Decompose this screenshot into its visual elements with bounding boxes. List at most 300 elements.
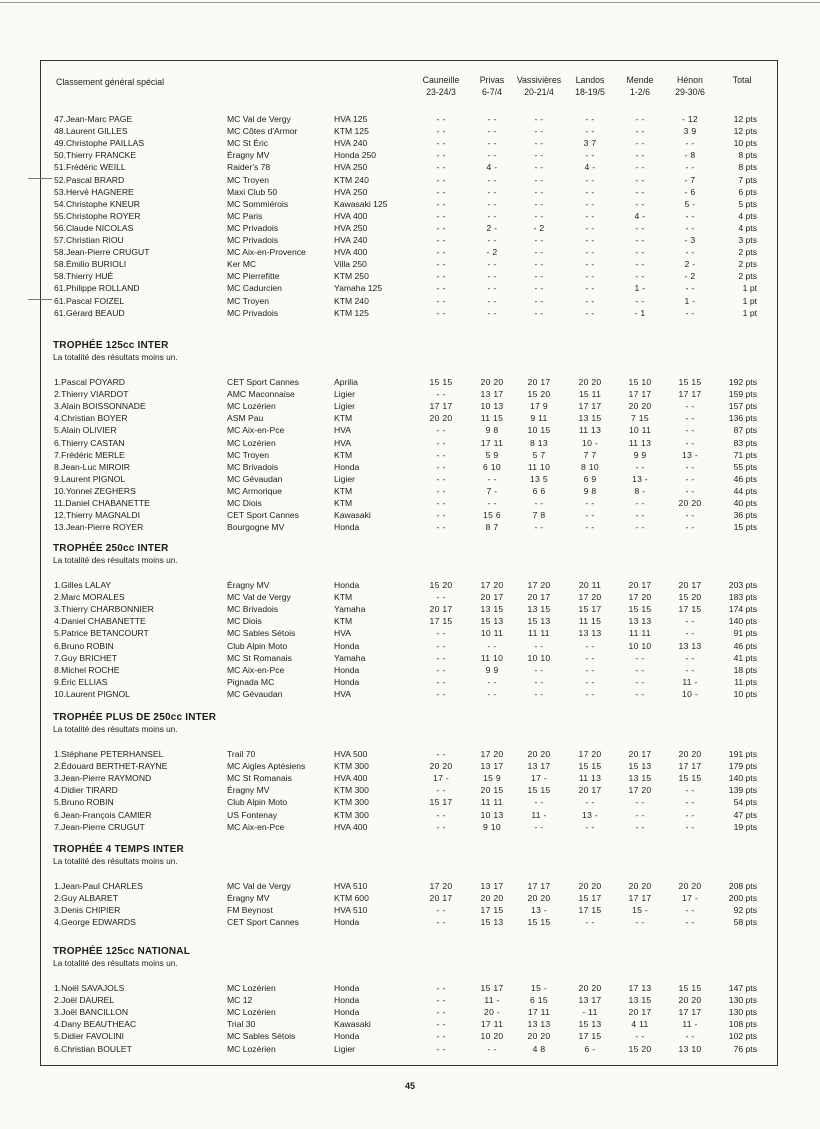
rider-machine: Kawasaki <box>334 510 371 521</box>
event-score: 20 17 <box>429 893 453 904</box>
event-score: - - <box>436 449 446 460</box>
event-score: 13 15 <box>480 604 504 615</box>
rider-machine: KTM <box>334 485 353 496</box>
event-score: - - <box>487 307 497 318</box>
event-score: 20 15 <box>480 785 504 796</box>
event-score: - - <box>585 150 595 161</box>
event-score: 9 8 <box>485 425 499 436</box>
rider-club: MC Paris <box>227 210 263 221</box>
rider-machine: HVA 250 <box>334 186 368 197</box>
event-score: 15 17 <box>578 604 602 615</box>
event-score: 13 17 <box>480 881 504 891</box>
column-event-name: Privas <box>479 75 505 85</box>
table-row <box>0 388 820 400</box>
event-score: - - <box>635 676 645 687</box>
event-score: 9 9 <box>633 449 647 460</box>
event-score: - - <box>635 138 645 149</box>
event-score: - - <box>436 271 446 282</box>
event-score: 17 11 <box>480 1019 504 1030</box>
event-score: - - <box>585 498 595 508</box>
rider-name: 9.Éric ELLIAS <box>54 676 108 687</box>
event-score: 2 - <box>684 259 696 270</box>
event-score: 15 - <box>530 983 547 993</box>
event-score: - - <box>685 138 695 149</box>
rider-club: MC Lozérien <box>227 437 276 448</box>
event-score: 13 15 <box>628 773 652 784</box>
table-row <box>0 904 820 916</box>
event-score: - - <box>436 785 446 796</box>
rider-name: 58.Émilio BURIOLI <box>54 259 127 270</box>
total-points: 83 pts <box>733 437 757 448</box>
rider-name: 48.Laurent GILLES <box>54 126 128 137</box>
event-score: - - <box>436 247 446 258</box>
event-score: - - <box>487 198 497 209</box>
event-score: 8 10 <box>581 461 599 472</box>
rider-name: 7.Guy BRICHET <box>54 652 118 663</box>
table-row <box>0 174 820 186</box>
event-score: 11 13 <box>578 425 602 436</box>
rider-club: MC Aigles Aptésiens <box>227 761 306 772</box>
rider-name: 3.Joël BANCILLON <box>54 1007 129 1018</box>
event-score: 4 - <box>634 210 646 221</box>
event-score: - - <box>635 809 645 820</box>
event-score: - - <box>436 198 446 209</box>
event-score: 20 20 <box>678 995 702 1006</box>
event-score: - - <box>436 652 446 663</box>
rider-name: 4.Didier TIRARD <box>54 785 118 796</box>
event-score: - - <box>534 126 544 137</box>
rider-club: CET Sport Cannes <box>227 510 299 521</box>
rider-name: 8.Michel ROCHE <box>54 664 120 675</box>
event-score: - - <box>487 210 497 221</box>
event-score: - - <box>534 295 544 306</box>
rider-club: Club Alpin Moto <box>227 640 288 651</box>
event-score: 7 8 <box>532 510 546 521</box>
event-score: - - <box>685 1031 695 1042</box>
table-row <box>0 149 820 161</box>
event-score: - - <box>685 917 695 928</box>
event-score: - - <box>585 688 595 699</box>
rider-name: 47.Jean-Marc PAGE <box>54 114 133 124</box>
total-points: 136 pts <box>728 413 757 424</box>
table-row <box>0 376 820 388</box>
event-score: - - <box>635 259 645 270</box>
event-score: - - <box>487 688 497 699</box>
rider-machine: Yamaha <box>334 604 366 615</box>
event-score: - - <box>534 174 544 185</box>
event-score: - - <box>534 138 544 149</box>
rider-name: 5.Bruno ROBIN <box>54 797 114 808</box>
event-score: 17 20 <box>480 749 504 759</box>
event-score: 6 10 <box>483 461 501 472</box>
total-points: 12 pts <box>733 114 757 124</box>
event-score: 13 - <box>681 449 698 460</box>
column-event-date: 20-21/4 <box>524 87 554 97</box>
event-score: 20 17 <box>429 604 453 615</box>
event-score: 17 20 <box>578 749 602 759</box>
event-score: - 11 <box>582 1007 598 1018</box>
table-row <box>0 821 820 833</box>
event-score: - - <box>685 210 695 221</box>
event-score: - - <box>534 186 544 197</box>
rider-name: 4.George EDWARDS <box>54 917 136 928</box>
event-score: - - <box>436 1019 446 1030</box>
event-score: 11 15 <box>578 616 602 627</box>
total-points: 8 pts <box>738 162 757 173</box>
total-points: 6 pts <box>738 186 757 197</box>
event-score: 15 15 <box>678 773 702 784</box>
event-score: 15 17 <box>480 983 504 993</box>
rider-name: 56.Claude NICOLAS <box>54 222 134 233</box>
event-score: 20 17 <box>628 580 652 590</box>
table-row <box>0 295 820 307</box>
event-score: - - <box>534 676 544 687</box>
table-row <box>0 210 820 222</box>
total-points: 203 pts <box>728 580 757 590</box>
rider-name: 3.Thierry CHARBONNIER <box>54 604 154 615</box>
event-score: - - <box>436 498 446 508</box>
event-score: - - <box>534 198 544 209</box>
event-score: 17 13 <box>628 983 652 993</box>
table-row <box>0 603 820 615</box>
rider-machine: Honda <box>334 917 360 928</box>
event-score: 1 - <box>684 295 696 306</box>
event-score: 6 15 <box>530 995 548 1006</box>
rider-machine: Villa 250 <box>334 259 367 270</box>
total-points: 102 pts <box>728 1031 757 1042</box>
rider-machine: KTM 300 <box>334 797 369 808</box>
total-points: 191 pts <box>728 749 757 759</box>
event-score: - - <box>436 283 446 294</box>
event-score: 15 6 <box>483 510 501 521</box>
event-score: - - <box>585 174 595 185</box>
event-score: - - <box>436 437 446 448</box>
rider-machine: KTM 300 <box>334 761 369 772</box>
event-score: 15 20 <box>527 389 551 400</box>
event-score: - - <box>436 210 446 221</box>
event-score: 13 13 <box>628 616 652 627</box>
event-score: - - <box>436 425 446 436</box>
event-score: - - <box>436 235 446 245</box>
total-points: 159 pts <box>728 389 757 400</box>
event-score: 17 11 <box>480 437 504 448</box>
rider-name: 1.Noël SAVAJOLS <box>54 983 125 993</box>
total-points: 18 pts <box>733 664 757 675</box>
event-score: - - <box>534 307 544 318</box>
section-title: TROPHÉE 125cc INTER <box>53 340 169 351</box>
event-score: - - <box>635 222 645 233</box>
column-event-date: 23-24/3 <box>426 87 456 97</box>
event-score: 17 20 <box>628 592 652 603</box>
total-points: 2 pts <box>738 259 757 270</box>
event-score: 17 11 <box>527 1007 551 1018</box>
rider-machine: Honda <box>334 461 360 472</box>
event-score: - - <box>534 235 544 245</box>
total-points: 1 pt <box>742 283 757 294</box>
rider-name: 55.Christophe ROYER <box>54 210 141 221</box>
rider-club: Pignada MC <box>227 676 275 687</box>
rider-club: Ker MC <box>227 259 257 270</box>
column-event-name: Mende <box>626 75 654 85</box>
event-score: - - <box>436 114 446 124</box>
event-score: 7 7 <box>583 449 597 460</box>
rider-club: MC Armorique <box>227 485 282 496</box>
event-score: - - <box>534 522 544 533</box>
event-score: - - <box>436 510 446 521</box>
event-score: 9 10 <box>483 821 501 832</box>
event-score: - 6 <box>684 186 696 197</box>
rider-machine: Honda <box>334 664 360 675</box>
event-score: - - <box>436 592 446 603</box>
event-score: - - <box>436 295 446 306</box>
event-score: - - <box>436 186 446 197</box>
event-score: - - <box>635 235 645 245</box>
rider-machine: Ligier <box>334 473 356 484</box>
event-score: 13 15 <box>527 604 551 615</box>
rider-machine: KTM <box>334 449 353 460</box>
event-score: - - <box>585 126 595 137</box>
table-row <box>0 497 820 509</box>
event-score: 20 17 <box>527 377 551 387</box>
rider-name: 11.Daniel CHABANETTE <box>54 498 150 508</box>
event-score: - - <box>436 983 446 993</box>
event-score: 17 9 <box>530 401 548 412</box>
event-score: - - <box>685 307 695 318</box>
rider-machine: Yamaha <box>334 652 366 663</box>
event-score: 17 - <box>681 893 698 904</box>
total-points: 4 pts <box>738 210 757 221</box>
event-score: 20 20 <box>578 983 602 993</box>
event-score: 11 10 <box>480 652 504 663</box>
rider-club: MC Troyen <box>227 174 270 185</box>
event-score: - - <box>534 150 544 161</box>
event-score: 17 20 <box>628 785 652 796</box>
event-score: - - <box>487 174 497 185</box>
event-score: 15 15 <box>628 604 652 615</box>
event-score: 20 20 <box>527 1031 551 1042</box>
table-row <box>0 809 820 821</box>
rider-club: MC Gévaudan <box>227 688 283 699</box>
rider-club: CET Sport Cannes <box>227 917 299 928</box>
rider-name: 3.Alain BOISSONNADE <box>54 401 146 412</box>
rider-machine: KTM 240 <box>334 295 369 306</box>
event-score: - - <box>585 664 595 675</box>
event-score: 17 20 <box>480 580 504 590</box>
total-points: 71 pts <box>733 449 757 460</box>
event-score: 11 15 <box>480 413 504 424</box>
rider-name: 51.Frédéric WEILL <box>54 162 126 173</box>
event-score: - - <box>585 198 595 209</box>
event-score: 17 15 <box>578 1031 602 1042</box>
total-points: 179 pts <box>728 761 757 772</box>
event-score: 15 15 <box>578 761 602 772</box>
event-score: - - <box>635 522 645 533</box>
event-score: - - <box>487 283 497 294</box>
total-points: 10 pts <box>733 138 757 149</box>
event-score: 20 20 <box>429 413 453 424</box>
event-score: 10 15 <box>527 425 551 436</box>
total-points: 192 pts <box>728 377 757 387</box>
event-score: 20 - <box>483 1007 500 1018</box>
event-score: - - <box>635 295 645 306</box>
event-score: - - <box>585 247 595 258</box>
total-points: 15 pts <box>733 522 757 533</box>
total-points: 208 pts <box>728 881 757 891</box>
event-score: - - <box>635 652 645 663</box>
table-row <box>0 1018 820 1030</box>
event-score: - - <box>487 235 497 245</box>
total-points: 46 pts <box>733 473 757 484</box>
rider-club: MC Sommiérois <box>227 198 289 209</box>
event-score: - - <box>534 210 544 221</box>
event-score: 20 20 <box>527 749 551 759</box>
rider-name: 61.Philippe ROLLAND <box>54 283 140 294</box>
section-title: TROPHÉE 125cc NATIONAL <box>53 946 191 957</box>
rider-machine: HVA 250 <box>334 162 368 173</box>
rider-name: 12.Thierry MAGNALDI <box>54 510 140 521</box>
event-score: - - <box>436 905 446 916</box>
event-score: - - <box>487 259 497 270</box>
event-score: - - <box>436 1043 446 1054</box>
event-score: 10 - <box>581 437 598 448</box>
total-points: 58 pts <box>733 917 757 928</box>
column-event-date: 6-7/4 <box>481 87 503 97</box>
rider-name: 3.Denis CHIPIER <box>54 905 121 916</box>
rider-club: Bourgogne MV <box>227 522 285 533</box>
event-score: 7 - <box>486 485 498 496</box>
total-points: 41 pts <box>733 652 757 663</box>
event-score: - - <box>534 498 544 508</box>
rider-name: 5.Patrice BETANCOURT <box>54 628 149 639</box>
rider-club: MC Côtes d'Armor <box>227 126 298 137</box>
event-score: - - <box>635 174 645 185</box>
section-subtitle: La totalité des résultats moins un. <box>53 555 178 565</box>
event-score: 11 - <box>484 995 500 1006</box>
table-row <box>0 916 820 928</box>
total-points: 183 pts <box>728 592 757 603</box>
rider-club: Éragny MV <box>227 580 270 590</box>
event-score: 10 13 <box>480 401 504 412</box>
table-row <box>0 234 820 246</box>
event-score: - - <box>436 162 446 173</box>
event-score: 8 7 <box>485 522 499 533</box>
column-event-name: Cauneille <box>422 75 460 85</box>
total-points: 174 pts <box>728 604 757 615</box>
rider-name: 2.Marc MORALES <box>54 592 125 603</box>
event-score: 17 20 <box>527 580 551 590</box>
total-points: 44 pts <box>733 485 757 496</box>
total-points: 55 pts <box>733 461 757 472</box>
event-score: - - <box>436 1007 446 1018</box>
event-score: - - <box>635 917 645 928</box>
table-row <box>0 282 820 294</box>
rider-machine: KTM 250 <box>334 271 369 282</box>
event-score: - - <box>436 126 446 137</box>
event-score: 1 - <box>634 283 646 294</box>
event-score: 11 11 <box>528 628 550 639</box>
total-points: 19 pts <box>733 821 757 832</box>
table-row <box>0 772 820 784</box>
event-score: 20 20 <box>678 749 702 759</box>
event-score: 11 11 <box>481 797 503 808</box>
rider-name: 2.Guy ALBARET <box>54 893 119 904</box>
table-row <box>0 307 820 319</box>
total-points: 46 pts <box>733 640 757 651</box>
table-row <box>0 982 820 994</box>
event-score: 8 13 <box>530 437 548 448</box>
event-score: - - <box>436 640 446 651</box>
event-score: 20 17 <box>678 580 702 590</box>
total-points: 147 pts <box>728 983 757 993</box>
rider-name: 57.Christian RIOU <box>54 235 124 245</box>
event-score: - - <box>534 821 544 832</box>
event-score: 20 17 <box>480 592 504 603</box>
table-row <box>0 994 820 1006</box>
rider-machine: KTM 600 <box>334 893 369 904</box>
rider-machine: KTM 300 <box>334 809 369 820</box>
event-score: - - <box>436 389 446 400</box>
event-score: 15 15 <box>527 785 551 796</box>
event-score: 13 - <box>631 473 648 484</box>
event-score: - - <box>685 821 695 832</box>
event-score: - - <box>585 307 595 318</box>
event-score: 20 20 <box>628 881 652 891</box>
event-score: 6 6 <box>532 485 546 496</box>
rider-club: Trail 70 <box>227 749 256 759</box>
event-score: 20 20 <box>480 377 504 387</box>
rider-club: MC Pierrefitte <box>227 271 280 282</box>
rider-club: Club Alpin Moto <box>227 797 288 808</box>
event-score: 11 13 <box>628 437 652 448</box>
total-points: 54 pts <box>733 797 757 808</box>
event-score: - - <box>635 498 645 508</box>
event-score: - - <box>635 198 645 209</box>
event-score: - 1 <box>634 307 646 318</box>
event-score: - - <box>585 259 595 270</box>
rider-name: 52.Pascal BRARD <box>54 174 125 185</box>
event-score: 4 8 <box>532 1043 546 1054</box>
rider-club: MC St Romanais <box>227 773 292 784</box>
total-points: 130 pts <box>728 995 757 1006</box>
rider-machine: HVA 510 <box>334 881 368 891</box>
event-score: - - <box>635 821 645 832</box>
total-points: 76 pts <box>733 1043 757 1054</box>
total-header: Total <box>732 75 752 85</box>
event-score: - - <box>685 437 695 448</box>
event-score: - - <box>585 295 595 306</box>
event-score: - - <box>487 271 497 282</box>
total-points: 47 pts <box>733 809 757 820</box>
event-score: 17 17 <box>678 389 702 400</box>
rider-machine: Kawasaki 125 <box>334 198 388 209</box>
rider-machine: HVA <box>334 425 352 436</box>
event-score: - - <box>635 461 645 472</box>
rider-club: FM Beynost <box>227 905 273 916</box>
table-row <box>0 664 820 676</box>
event-score: 10 10 <box>628 640 652 651</box>
table-row <box>0 509 820 521</box>
rider-club: MC Sables Sétois <box>227 1031 296 1042</box>
rider-machine: KTM 240 <box>334 174 369 185</box>
rider-name: 2.Édouard BERTHET-RAYNE <box>54 761 168 772</box>
event-score: 2 - <box>486 222 498 233</box>
event-score: - - <box>436 485 446 496</box>
rider-club: MC Aix-en-Provence <box>227 247 306 258</box>
event-score: 17 15 <box>429 616 453 627</box>
event-score: 15 15 <box>527 917 551 928</box>
event-score: - - <box>534 247 544 258</box>
event-score: - - <box>436 688 446 699</box>
